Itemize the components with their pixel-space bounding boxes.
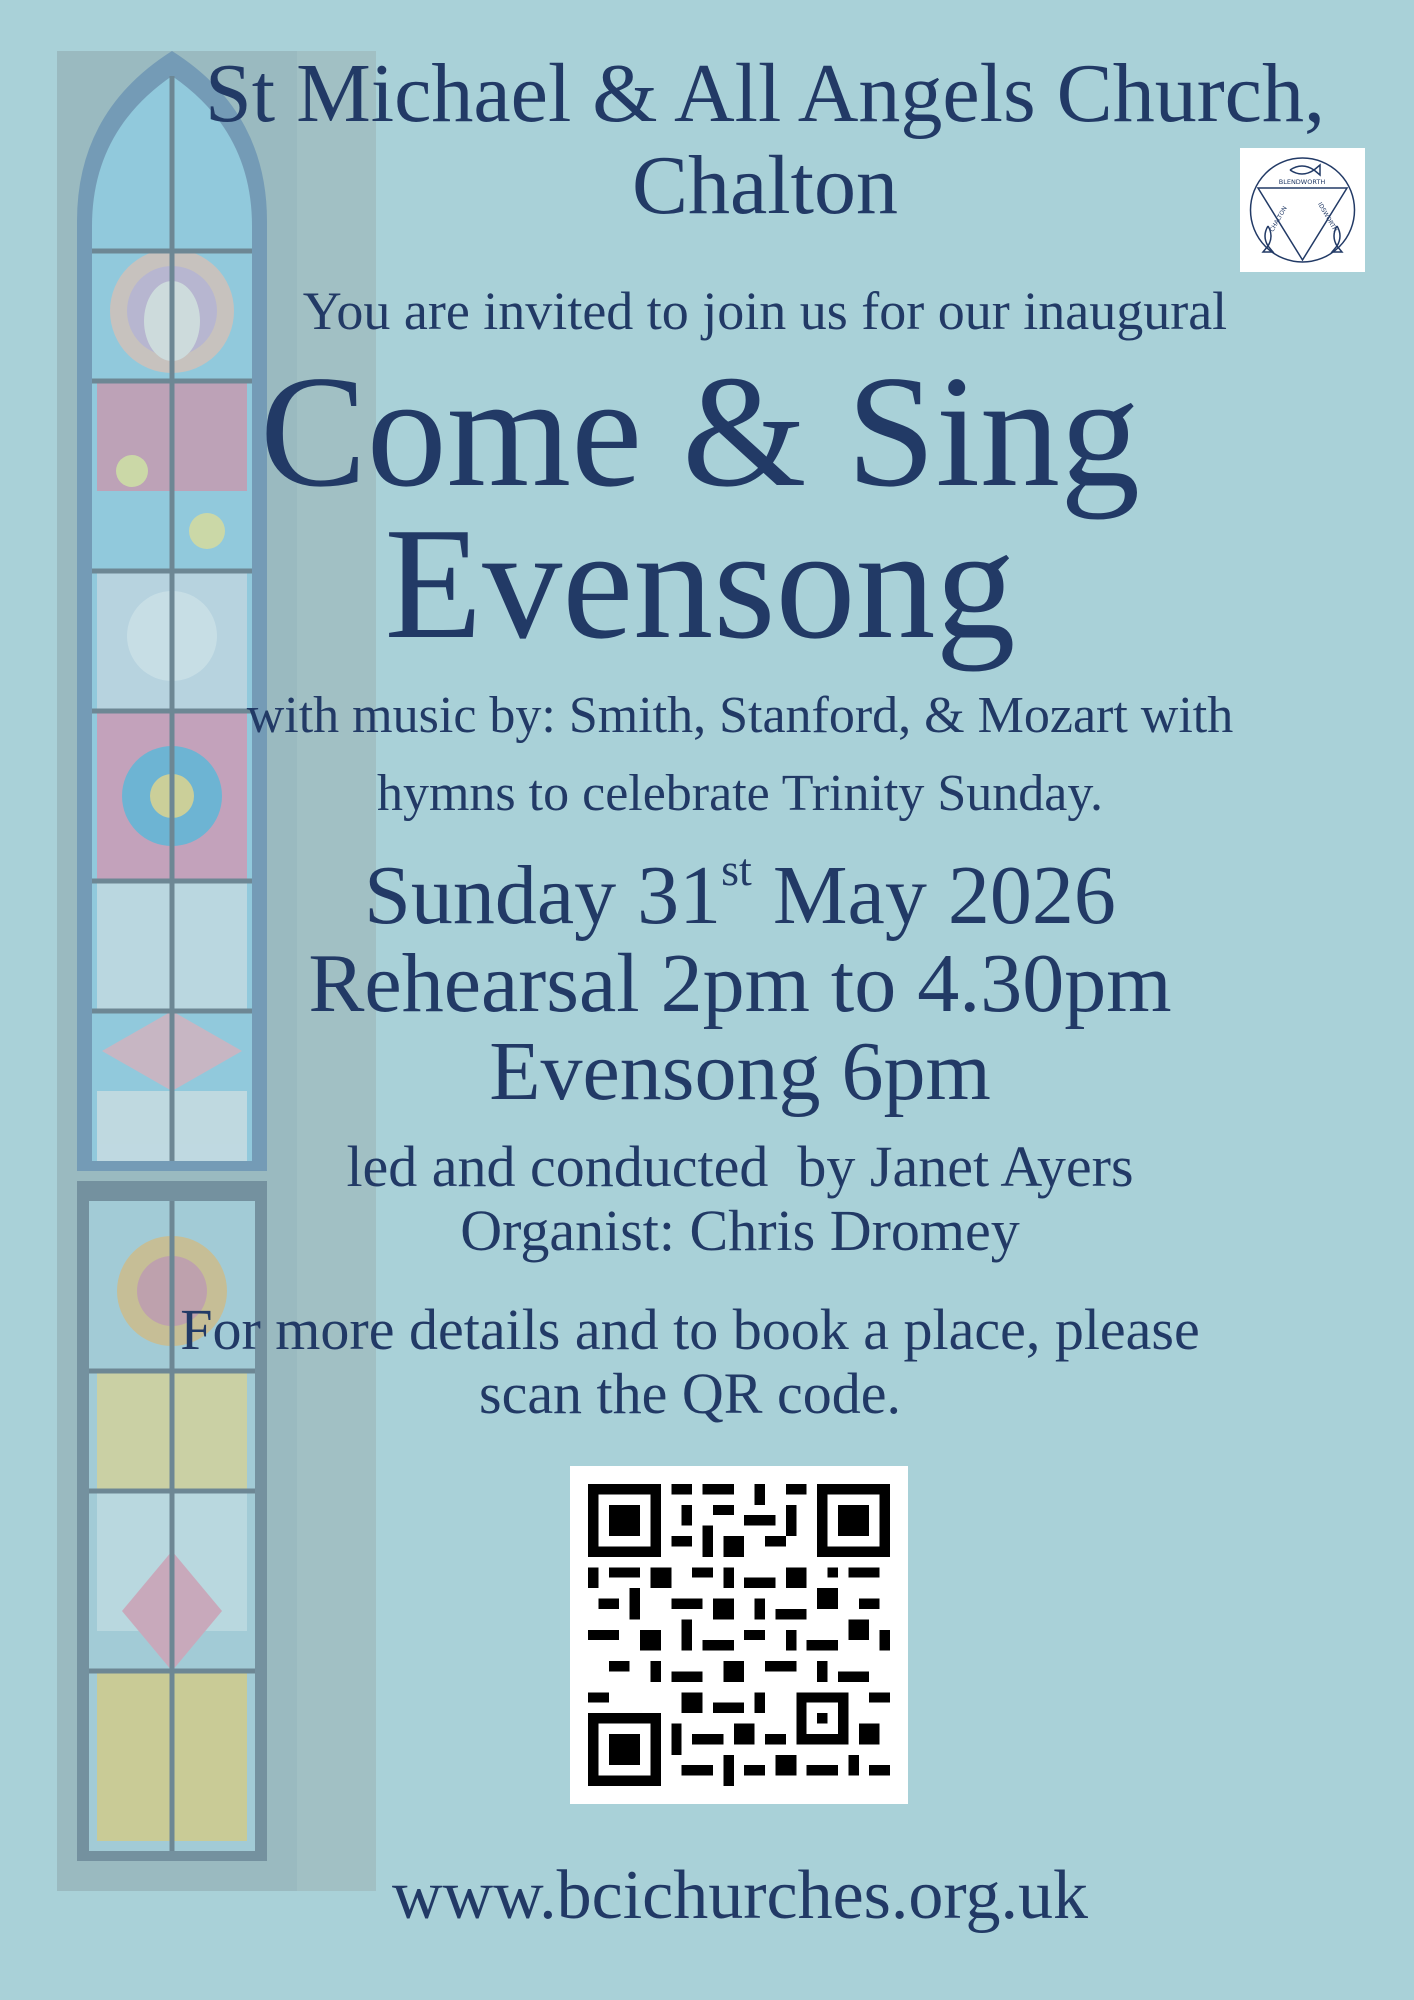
music-line2: hymns to celebrate Trinity Sunday. [376, 765, 1104, 822]
qr-code-graphic [588, 1484, 890, 1786]
event-date-rest: May 2026 [751, 849, 1116, 942]
event-details [150, 844, 1330, 1118]
rehearsal-time: Rehearsal 2pm to 4.30pm [308, 937, 1172, 1030]
music-description [150, 677, 1330, 833]
logo-text-left: CHALTON [1268, 205, 1289, 234]
organist-line: Organist: Chris Dromey [460, 1198, 1020, 1263]
event-date-prefix: Sunday 31 [364, 849, 722, 942]
event-title-line2: Evensong [384, 494, 1016, 672]
logo-text-top: BLENDWORTH [1278, 178, 1326, 186]
leaders [150, 1135, 1330, 1263]
booking-line2: scan the QR code. [479, 1361, 901, 1426]
music-line1: with music by: Smith, Stanford, & Mozart with [246, 687, 1234, 744]
church-name-line1: St Michael & All Angels Church, [205, 47, 1325, 140]
logo-text-right: IDSWORTH [1316, 201, 1339, 234]
conductor-line: led and conducted by Janet Ayers [346, 1134, 1134, 1199]
event-title-line1: Come & Sing [259, 342, 1141, 520]
invitation-line: You are invited to join us for our inaugural [302, 281, 1228, 341]
event-date [150, 844, 1330, 942]
booking-line1: For more details and to book a place, please [180, 1297, 1200, 1362]
booking-instructions [110, 1298, 1270, 1426]
church-name-line2: Chalton [632, 139, 898, 232]
event-date-suffix: st [721, 844, 752, 895]
evensong-time: Evensong 6pm [489, 1025, 991, 1118]
church-name-heading [150, 48, 1380, 232]
qr-code-icon[interactable] [570, 1466, 908, 1804]
parish-logo-icon [1240, 148, 1365, 272]
event-title [150, 342, 1250, 672]
website-link[interactable]: www.bcichurches.org.uk [392, 1857, 1088, 1934]
